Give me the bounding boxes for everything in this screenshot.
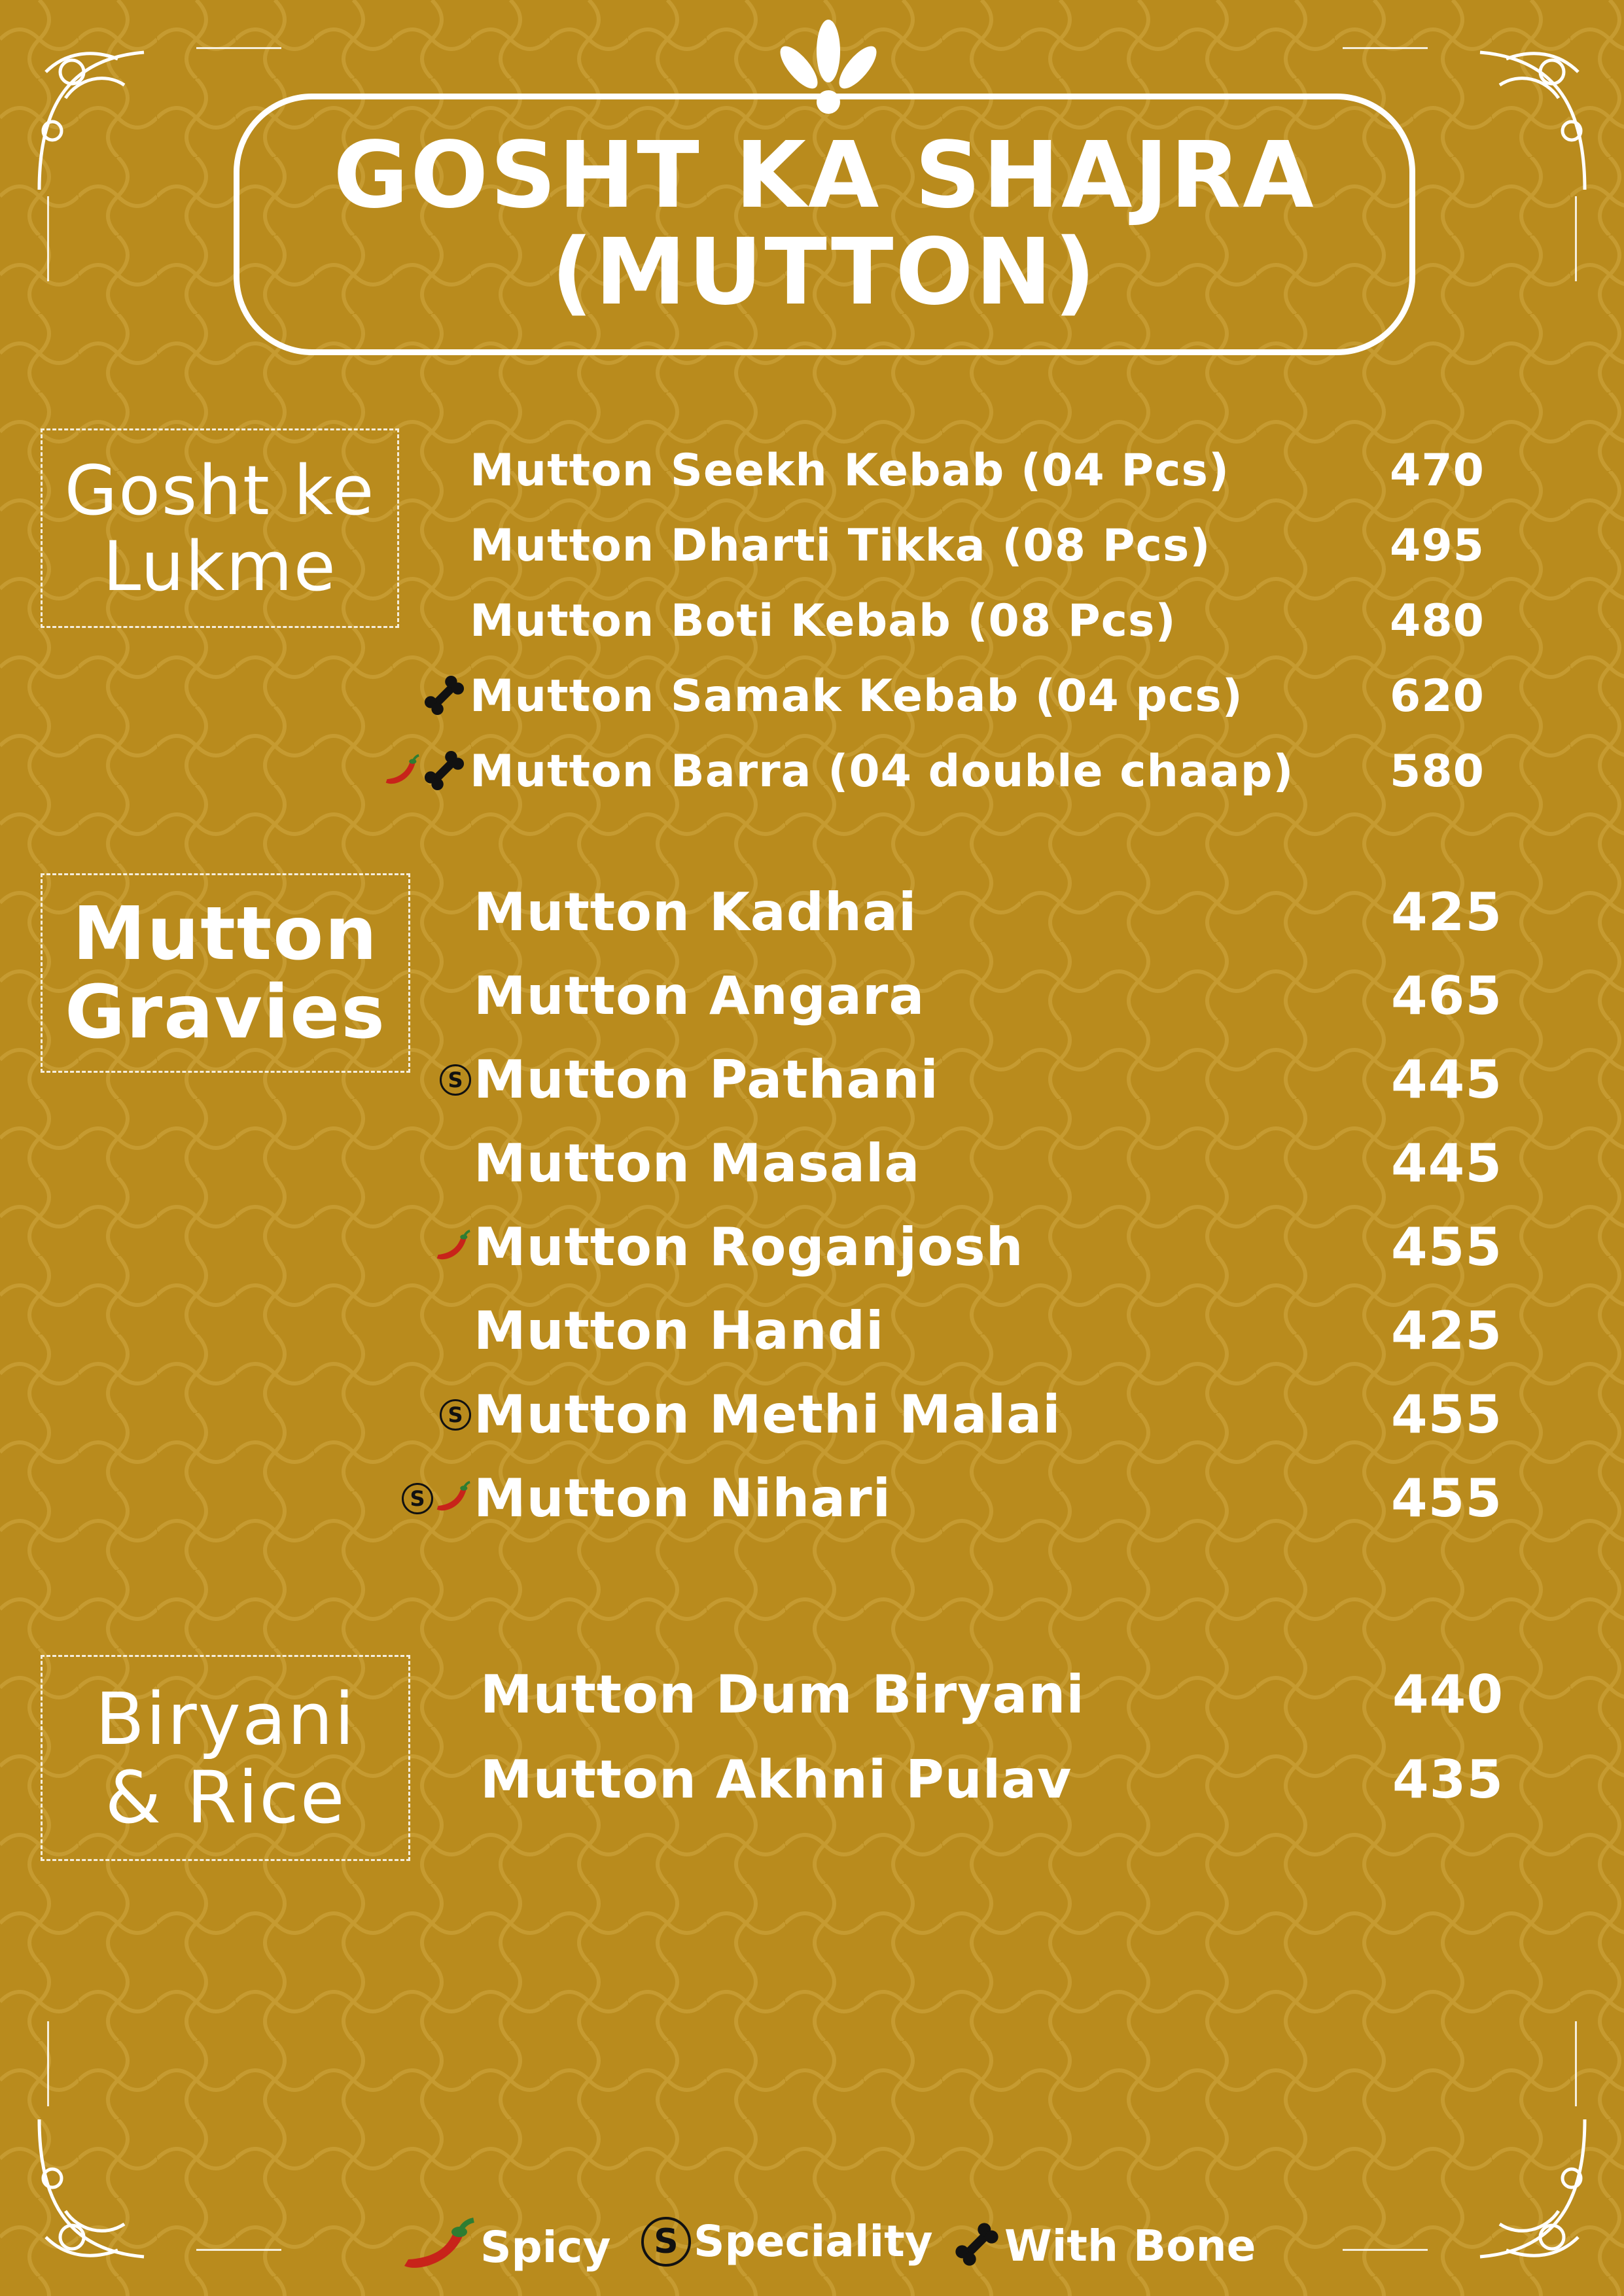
bone-icon — [952, 2216, 1002, 2275]
menu-item — [0, 1134, 1624, 1193]
menu-item-name: Mutton Pathani — [474, 1049, 939, 1110]
menu-item-price: 425 — [1391, 1300, 1502, 1361]
section-label-line: Lukme — [103, 526, 337, 606]
menu-item — [0, 1750, 1624, 1809]
legend-spicy-label: Spicy — [480, 2221, 611, 2272]
bone-icon — [421, 672, 467, 721]
menu-item-price: 465 — [1391, 965, 1502, 1026]
menu-item — [0, 1385, 1624, 1444]
title-line-1: GOSHT KA SHAJRA — [333, 122, 1316, 229]
menu-item-name: Mutton Methi Malai — [474, 1384, 1061, 1445]
page-title — [234, 94, 1415, 355]
menu-item — [0, 967, 1624, 1026]
section-label-line: Mutton — [73, 891, 378, 977]
menu-item-name: Mutton Roganjosh — [474, 1217, 1024, 1278]
border-line-top-right — [1343, 47, 1428, 49]
title-line-2: (MUTTON) — [551, 219, 1098, 326]
menu-item-price: 455 — [1391, 1384, 1502, 1445]
menu-item — [0, 1469, 1624, 1528]
menu-item — [0, 1218, 1624, 1277]
menu-item-name: Mutton Dum Biryani — [480, 1664, 1085, 1725]
menu-item-icons — [402, 1469, 471, 1528]
menu-item-name: Mutton Boti Kebab (08 Pcs) — [470, 595, 1176, 647]
menu-item-price: 435 — [1392, 1749, 1504, 1810]
menu-item-name: Mutton Barra (04 double chaap) — [470, 746, 1294, 797]
menu-item — [0, 883, 1624, 942]
border-line-right-bottom — [1575, 2021, 1577, 2106]
menu-item-price: 425 — [1391, 882, 1502, 943]
menu-item-price: 495 — [1390, 520, 1485, 572]
menu-item-price: 445 — [1391, 1049, 1502, 1110]
menu-item-name: Mutton Kadhai — [474, 882, 917, 943]
legend-speciality — [641, 2216, 933, 2267]
menu-item-price: 455 — [1391, 1217, 1502, 1278]
menu-item — [0, 1302, 1624, 1361]
menu-item-name: Mutton Handi — [474, 1300, 885, 1361]
menu-item-icons — [434, 1218, 471, 1277]
menu-item — [0, 667, 1624, 726]
menu-item-icons — [383, 742, 467, 801]
section-label-line: Gravies — [65, 969, 386, 1055]
corner-ornament-top-left — [26, 33, 196, 203]
bone-icon — [421, 748, 467, 796]
border-line-top-left — [196, 47, 281, 49]
corner-ornament-top-right — [1428, 33, 1598, 203]
menu-item-price: 455 — [1391, 1468, 1502, 1529]
legend-speciality-label: Speciality — [694, 2216, 933, 2267]
speciality-icon: S — [641, 2217, 691, 2267]
menu-item — [0, 592, 1624, 651]
menu-item-price: 580 — [1390, 746, 1485, 797]
border-line-right-top — [1575, 196, 1577, 281]
menu-item-name: Mutton Seekh Kebab (04 Pcs) — [470, 445, 1230, 496]
section-label-line: Biryani — [95, 1677, 356, 1761]
menu-item-name: Mutton Samak Kebab (04 pcs) — [470, 670, 1243, 722]
chili-icon — [434, 1479, 471, 1518]
legend — [0, 2216, 1624, 2275]
menu-item-price: 440 — [1392, 1664, 1504, 1725]
menu-item-name: Mutton Dharti Tikka (08 Pcs) — [470, 520, 1211, 572]
menu-item-name: Mutton Nihari — [474, 1468, 891, 1529]
chili-icon — [399, 2216, 478, 2278]
menu-item — [0, 1051, 1624, 1109]
menu-item-icons — [421, 667, 467, 726]
legend-spicy — [399, 2216, 611, 2278]
border-line-left-bottom — [47, 2021, 49, 2106]
menu-item-price: 480 — [1390, 595, 1485, 647]
menu-item-name: Mutton Angara — [474, 965, 925, 1026]
legend-bone — [952, 2216, 1256, 2275]
menu-item-price: 620 — [1390, 670, 1485, 722]
chili-icon — [434, 1228, 471, 1267]
chili-icon — [383, 752, 420, 791]
menu-item-name: Mutton Masala — [474, 1133, 921, 1194]
speciality-icon: S — [402, 1483, 433, 1514]
menu-item-icons — [440, 1385, 471, 1444]
menu-item — [0, 517, 1624, 576]
menu-item-price: 470 — [1390, 445, 1485, 496]
menu-item-name: Mutton Akhni Pulav — [480, 1749, 1072, 1810]
menu-item — [0, 1665, 1624, 1724]
speciality-icon: S — [440, 1399, 471, 1431]
menu-item-icons — [440, 1051, 471, 1109]
section-label-line: & Rice — [105, 1755, 346, 1839]
section-label-line: Gosht ke — [64, 450, 376, 531]
menu-item-price: 445 — [1391, 1133, 1502, 1194]
legend-bone-label: With Bone — [1004, 2220, 1256, 2271]
speciality-icon: S — [440, 1064, 471, 1096]
menu-item — [0, 442, 1624, 500]
border-line-left-top — [47, 196, 49, 281]
menu-item — [0, 742, 1624, 801]
